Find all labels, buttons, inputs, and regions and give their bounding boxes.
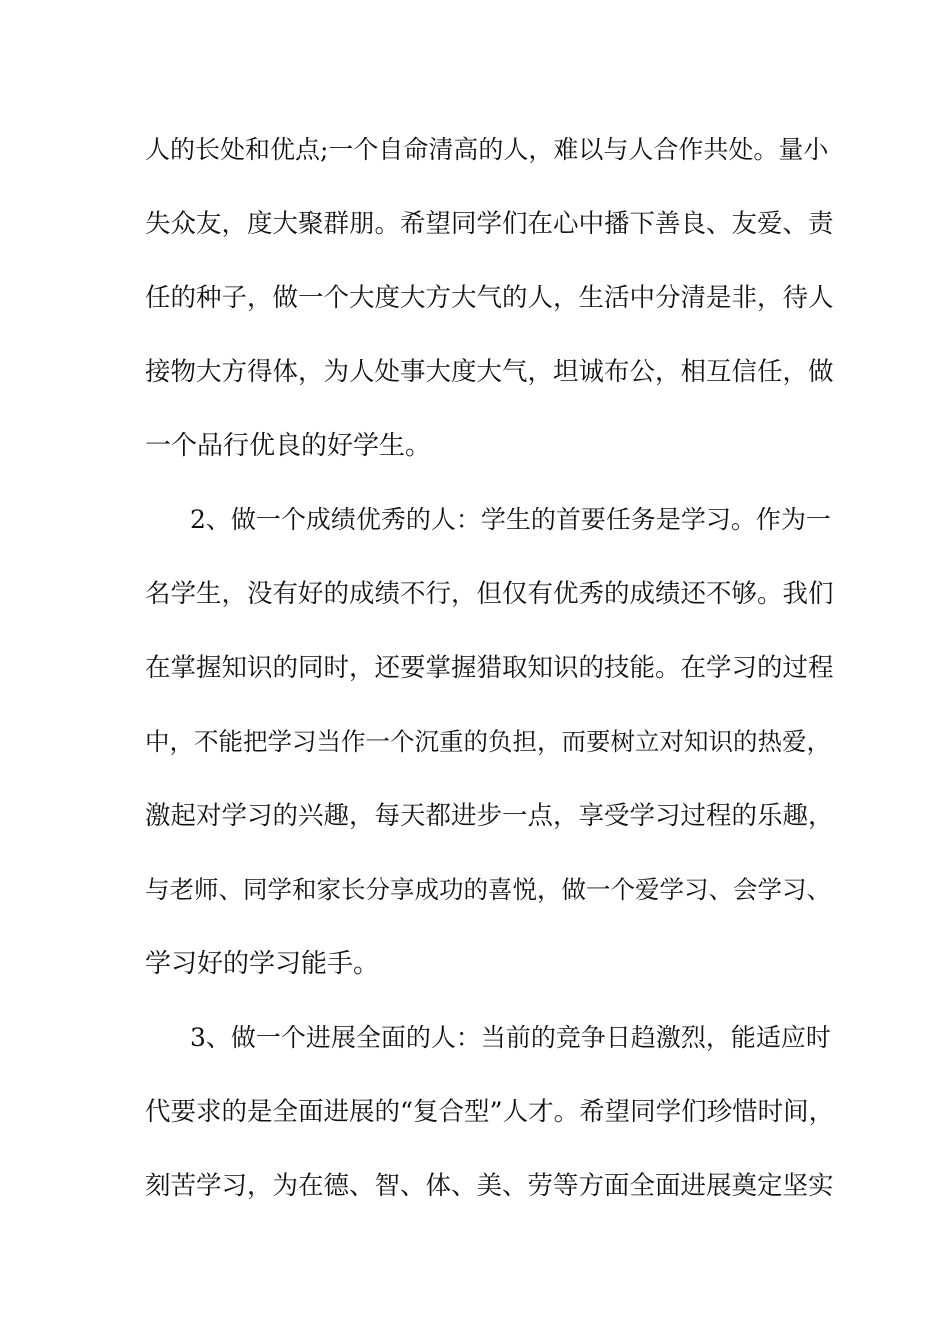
text-line: 一个品行优良的好学生。 (145, 431, 432, 461)
text-line: 激起对学习的兴趣，每天都进步一点，享受学习过程的乐趣， (145, 801, 834, 831)
text-line: 失众友，度大聚群朋。希望同学们在心中播下善良、友爱、责 (145, 209, 834, 239)
text-line: 刻苦学习，为在德、智、体、美、劳等方面全面进展奠定坚实 (145, 1171, 834, 1201)
paragraph-3-start: 3、做一个进展全面的人：当前的竞争日趋激烈，能适应时 (190, 1023, 831, 1052)
text-line: 任的种子，做一个大度大方大气的人，生活中分清是非，待人 (145, 283, 834, 313)
text-line: 人的长处和优点;一个自命清高的人，难以与人合作共处。量小 (145, 135, 829, 164)
text-line: 在掌握知识的同时，还要掌握猎取知识的技能。在学习的过程 (145, 653, 834, 683)
text-line: 接物大方得体，为人处事大度大气，坦诚布公，相互信任，做 (145, 357, 834, 387)
text-line: 名学生，没有好的成绩不行，但仅有优秀的成绩还不够。我们 (145, 579, 834, 609)
text-line: 与老师、同学和家长分享成功的喜悦，做一个爱学习、会学习、 (145, 875, 831, 904)
text-line: 学习好的学习能手。 (145, 949, 380, 979)
text-line: 中，不能把学习当作一个沉重的负担，而要树立对知识的热爱， (145, 727, 831, 756)
text-line: 代要求的是全面进展的“复合型”人才。希望同学们珍惜时间， (145, 1097, 835, 1127)
paragraph-2-start: 2、做一个成绩优秀的人：学生的首要任务是学习。作为一 (190, 505, 831, 534)
